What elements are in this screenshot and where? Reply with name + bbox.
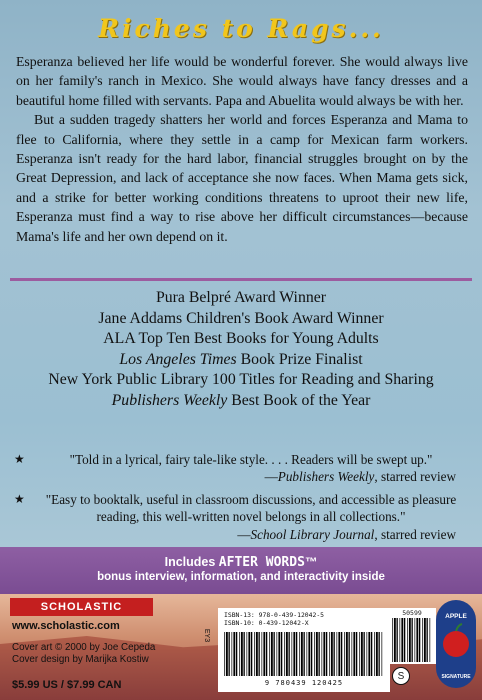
isbn-barcode [218, 608, 390, 692]
award-4-text: Book Prize Finalist [236, 350, 363, 368]
barcode-bar [392, 618, 393, 662]
barcode-bar [316, 632, 318, 676]
barcode-bar [352, 632, 353, 676]
barcode-bar [376, 632, 378, 676]
barcode-bar [274, 632, 275, 676]
barcode-bar [367, 632, 368, 676]
barcode-bar [337, 632, 338, 676]
barcode-bar [224, 632, 225, 676]
award-5: New York Public Library 100 Titles for Reading and Sharing [48, 371, 434, 388]
synopsis-paragraph-2: But a sudden tragedy shatters her world and forces Esperanza and Mama to flee to California, where they settle in a camp for Mexican farm workers. Esperanza isn't ready for the hard labor, financial struggles brought on by the Great Depression, and lack of acceptance she now faces. When Mama gets sick, and a strike for better working conditions threatens to uproot their new life, Esperanza must find a way to rise above her difficult circumstances—because Mama's life and her own depend on it. [16, 112, 468, 244]
barcode-bar [334, 632, 335, 676]
barcode-bar [407, 618, 408, 662]
barcode-bar [281, 632, 282, 676]
apple-signature-seal [434, 600, 478, 688]
barcode-bar [323, 632, 325, 676]
synopsis-paragraph-1: Esperanza believed her life would be wonderful forever. She would always live on her family's ranch in Mexico. She would always have fancy dresses and a beautiful home filled with servants. Papa and Abuelita would always be with her. [16, 54, 468, 108]
barcode-bar [229, 632, 230, 676]
barcode-bar [307, 632, 308, 676]
cover-credits [12, 642, 155, 666]
award-4-publication: Los Angeles Times [119, 350, 237, 368]
after-words-brand: AFTER WORDS [218, 555, 305, 570]
award-2: Jane Addams Children's Book Award Winner [98, 309, 384, 327]
barcode-bar [349, 632, 350, 676]
barcode-bar [382, 632, 383, 676]
barcode-bar [430, 618, 431, 662]
barcode-digits: 9 780439 120425 [264, 679, 344, 687]
barcode-bar [368, 632, 370, 676]
barcode-bar [244, 632, 245, 676]
scholastic-logo: SCHOLASTIC [10, 598, 153, 616]
supplement-bars [392, 618, 432, 662]
review-2-quote: "Easy to booktalk, useful in classroom discussions, and accessible as pleasure reading, this well-written novel belongs in all collections." [45, 492, 457, 525]
barcode-bar [326, 632, 327, 676]
barcode-bar [427, 618, 428, 662]
barcode-bar [259, 632, 260, 676]
barcode-bar [404, 618, 405, 662]
barcode-bar [359, 632, 360, 676]
award-3: ALA Top Ten Best Books for Young Adults [103, 330, 379, 347]
barcode-bar [284, 632, 285, 676]
divider-line [10, 278, 472, 281]
barcode-bars [224, 632, 384, 676]
barcode-bar [292, 632, 293, 676]
seal-top-text: APPLE [445, 613, 467, 620]
headline: Riches to Rags... [98, 14, 384, 43]
barcode-bar [311, 632, 312, 676]
banner-line-2: bonus interview, information, and interactivity inside [97, 571, 385, 583]
star-icon: ★ [14, 492, 25, 506]
award-6 [10, 391, 472, 412]
barcode-bar [241, 632, 243, 676]
barcode-bar [293, 632, 295, 676]
barcode-bar [278, 632, 280, 676]
barcode-bar [319, 632, 320, 676]
barcode-bar [346, 632, 348, 676]
isbn-13: ISBN-13: 978-0-439-12042-5 [224, 611, 325, 619]
barcode-bar [236, 632, 237, 676]
barcode-bar [308, 632, 310, 676]
review-1-attribution: —Publishers Weekly, starred review [264, 469, 456, 485]
barcode-bar [364, 632, 365, 676]
awards-list [10, 288, 472, 411]
barcode-bar [263, 632, 265, 676]
barcode-bar [409, 618, 411, 662]
barcode-bar [401, 618, 403, 662]
barcode-bar [232, 632, 233, 676]
barcode-bar [371, 632, 372, 676]
isbn-10: ISBN-10: 0-439-12042-X [224, 619, 309, 627]
barcode-bar [361, 632, 363, 676]
synopsis [16, 52, 468, 246]
barcode-bar [269, 632, 270, 676]
barcode-bar [247, 632, 248, 676]
barcode-bar [248, 632, 250, 676]
barcode-bar [331, 632, 333, 676]
barcode-bar [254, 632, 255, 676]
s-badge: S [392, 667, 410, 685]
barcode-bar [277, 632, 278, 676]
supplement-code: 50599 [402, 609, 422, 617]
barcode-bar [341, 632, 342, 676]
review-1-source: Publishers Weekly [277, 469, 375, 485]
barcode-bar [422, 618, 423, 662]
award-4 [10, 350, 472, 371]
review-2 [14, 491, 466, 543]
award-6-publication: Publishers Weekly [111, 391, 228, 409]
barcode-bar [286, 632, 288, 676]
barcode-bar [271, 632, 273, 676]
barcode-bar [262, 632, 263, 676]
price: $5.99 US / $7.99 CAN [12, 679, 122, 691]
barcode-bar [299, 632, 300, 676]
barcode-bar [301, 632, 303, 676]
barcode-bar [322, 632, 323, 676]
barcode-bar [289, 632, 290, 676]
seal-bottom-text: SIGNATURE [441, 674, 471, 680]
review-2-attribution: —School Library Journal, starred review [237, 526, 456, 542]
award-6-text: Best Book of the Year [227, 391, 371, 409]
credit-art: Cover art © 2000 by Joe Cepeda [12, 642, 156, 653]
barcode-bar [400, 618, 401, 662]
edition-mark: EY3 [203, 628, 211, 643]
barcode-bar [415, 618, 416, 662]
barcode-bar [266, 632, 267, 676]
barcode-bar [397, 618, 398, 662]
website-url: www.scholastic.com [12, 620, 120, 632]
barcode-bar [419, 618, 420, 662]
credit-design: Cover design by Marijka Kostiw [12, 654, 149, 665]
barcode-bar [416, 618, 418, 662]
barcode-bar [226, 632, 228, 676]
barcode-bar [239, 632, 240, 676]
barcode-bar [256, 632, 258, 676]
barcode-bar [424, 618, 426, 662]
award-1: Pura Belpré Award Winner [155, 289, 327, 306]
barcode-bar [353, 632, 355, 676]
review-2-source: School Library Journal [250, 526, 375, 542]
barcode-bar [314, 632, 315, 676]
barcode-bar [338, 632, 340, 676]
review-1-quote: "Told in a lyrical, fairy tale-like style. . . . Readers will be swept up." [69, 452, 433, 467]
barcode-bar [296, 632, 297, 676]
barcode-bar [374, 632, 375, 676]
afterwords-banner [0, 547, 482, 594]
barcode-bar [329, 632, 330, 676]
barcode-bar [412, 618, 413, 662]
barcode-bar [233, 632, 235, 676]
banner-line-1: Includes AFTER WORDS™ [164, 555, 318, 570]
supplemental-barcode [388, 608, 436, 664]
barcode-bar [344, 632, 345, 676]
review-1 [14, 451, 466, 486]
barcode-bar [304, 632, 305, 676]
barcode-bar [394, 618, 396, 662]
star-icon: ★ [14, 452, 25, 466]
barcode-bar [356, 632, 357, 676]
barcode-bar [379, 632, 380, 676]
barcode-bar [251, 632, 252, 676]
